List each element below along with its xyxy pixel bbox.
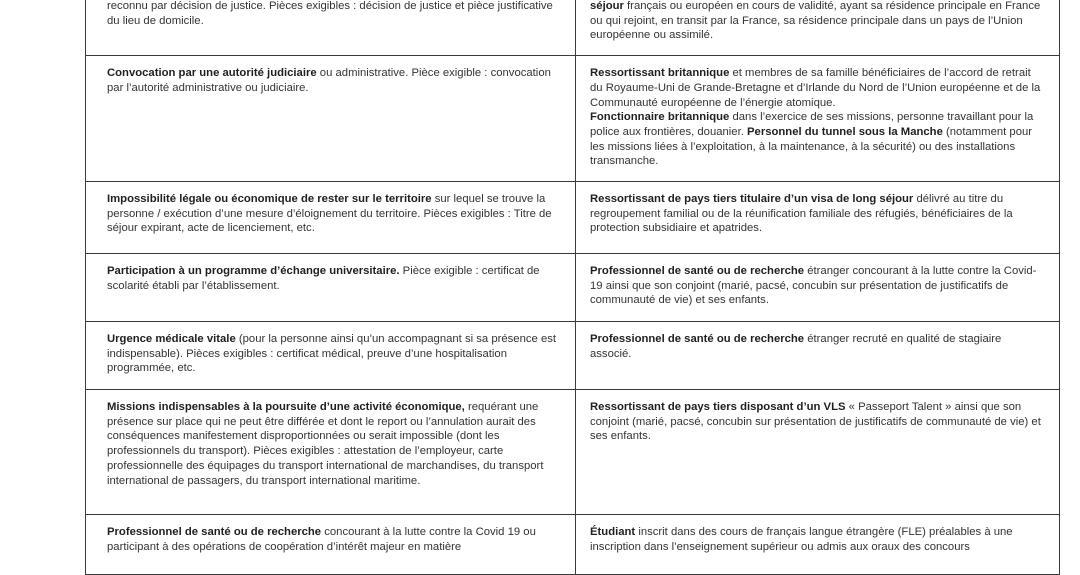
bold-heading-text: Professionnel de santé ou de recherche	[107, 526, 322, 539]
body-text: ou administrative. Pièce exigible : convocation par l’autorité administrative ou judiciaire.	[107, 67, 551, 94]
category-cell	[576, 515, 1060, 575]
bold-heading-text: Urgence médicale vitale	[107, 333, 236, 346]
body-text: et membres de sa famille bénéficiaires de l’accord de retrait du Royaume-Uni de Grande-Bretagne et d’Irlande du Nord de l’Union européenne et de la Communauté européenne de l’énergie atomique.	[590, 67, 1041, 109]
condition-cell	[86, 254, 576, 322]
bold-heading-text: Missions indispensables à la poursuite d’une activité économique,	[107, 401, 465, 414]
body-text: reconnu par décision de justice. Pièces exigibles : décision de justice et pièce justificative du lieu de domicile.	[107, 0, 553, 27]
condition-cell	[86, 515, 576, 575]
bold-heading-text: Ressortissant de pays tiers titulaire d’un visa de long séjour	[590, 193, 914, 206]
body-text: (notamment pour les missions liées à l’exploitation, à la maintenance, à la sécurité) ou des installations transmanche.	[590, 125, 1033, 168]
body-text: Pièce exigible : certificat de scolarité établi par l’établissement.	[107, 265, 540, 292]
body-text: étranger recruté en qualité de stagiaire associé.	[590, 333, 1002, 360]
condition-cell	[86, 182, 576, 254]
table-row	[86, 0, 1060, 56]
body-text: inscrit dans des cours de français langue étrangère (FLE) préalables à une inscription dans l’enseignement supérieur ou admis aux oraux des concours	[590, 526, 1013, 553]
table-row	[86, 515, 1060, 575]
document-page	[85, 0, 1041, 575]
body-text: délivré au titre du regroupement familial ou de la réunification familiale des réfugiés, bénéficiaires de la protection subsidiaire et apatrides.	[590, 193, 1013, 235]
condition-cell	[86, 390, 576, 515]
body-text: concourant à la lutte contre la Covid 19 ou participant à des opérations de coopération d’intérêt majeur en matière	[107, 526, 536, 553]
bold-heading-text: Ressortissant britannique	[590, 67, 730, 80]
category-cell	[576, 254, 1060, 322]
category-cell	[576, 322, 1060, 390]
body-text: français ou européen en cours de validité, ayant sa résidence principale en France ou qui rejoint, en transit par la France, sa résidence principale dans un pays de l’Union européenne ou assimilé.	[590, 0, 1041, 42]
conditions-table	[85, 0, 1060, 575]
bold-heading-text: Ressortissant de pays tiers disposant d’un VLS	[590, 401, 846, 414]
category-cell	[576, 390, 1060, 515]
bold-heading-text: Étudiant	[590, 526, 636, 539]
table-row	[86, 390, 1060, 515]
bold-heading-text: Impossibilité légale ou économique de rester sur le territoire	[107, 193, 432, 206]
body-text: dans l’exercice de ses missions, personne travaillant pour la police aux frontières, douanier.	[590, 111, 1034, 138]
category-cell	[576, 56, 1060, 182]
condition-cell	[86, 0, 576, 56]
table-row	[86, 56, 1060, 182]
body-text: sur lequel se trouve la personne / exécution d’une mesure d’éloignement du territoire. Pièces exigibles : Titre de séjour expirant, acte de licenciement, etc.	[107, 193, 552, 235]
bold-heading-text: Convocation par une autorité judiciaire	[107, 67, 317, 80]
condition-cell	[86, 322, 576, 390]
table-row	[86, 182, 1060, 254]
category-cell	[576, 0, 1060, 56]
category-cell	[576, 182, 1060, 254]
body-text: « Passeport Talent » ainsi que son conjoint (marié, pacsé, concubin sur présentation de justificatifs de communauté de vie) et ses enfants.	[590, 401, 1041, 443]
bold-heading-text: Fonctionnaire britannique	[590, 111, 730, 124]
body-text: requérant une présence sur place qui ne peut être différée et dont le report ou l’annulation aurait des conséquences manifestement disproportionnées ou serait impossible (dont les professionnels du transport). Pièces exigibles : attestation de l’employeur, carte professionnelle des équipages du transport international de marchandises, du transport international de passagers, du transport international maritime.	[107, 401, 544, 487]
condition-cell	[86, 56, 576, 182]
table-row	[86, 254, 1060, 322]
bold-heading-text: Professionnel de santé ou de recherche	[590, 265, 805, 278]
table-row	[86, 322, 1060, 390]
bold-heading-text: Personnel du tunnel sous la Manche	[747, 125, 943, 138]
bold-heading-text: Professionnel de santé ou de recherche	[590, 333, 805, 346]
bold-heading-text: Participation à un programme d’échange universitaire.	[107, 265, 400, 278]
body-text: (pour la personne ainsi qu’un accompagnant si sa présence est indispensable). Pièces exigibles : certificat médical, preuve d’une hospitalisation programmée, etc.	[107, 333, 557, 375]
body-text: étranger concourant à la lutte contre la Covid-19 ainsi que son conjoint (marié, pacsé, concubin sur présentation de justificatifs de communauté de vie) et ses enfants.	[590, 265, 1037, 307]
bold-heading-text: séjour	[590, 0, 624, 12]
